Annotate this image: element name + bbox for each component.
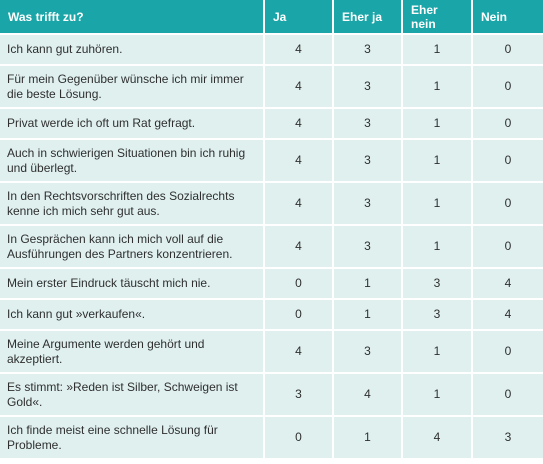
score-eher-ja: 3: [333, 225, 402, 268]
score-eher-ja: 3: [333, 182, 402, 225]
header-nein: Nein: [472, 0, 543, 34]
score-nein: 0: [472, 330, 543, 373]
score-eher-ja: 3: [333, 108, 402, 139]
statement-cell: Ich kann gut zuhören.: [0, 34, 264, 65]
score-ja: 4: [264, 108, 333, 139]
statement-cell: Meine Argumente werden gehört und akzeptiert.: [0, 330, 264, 373]
score-ja: 4: [264, 139, 333, 182]
score-eher-ja: 3: [333, 65, 402, 108]
score-eher-ja: 3: [333, 139, 402, 182]
score-eher-ja: 1: [333, 416, 402, 459]
statement-cell: In Gesprächen kann ich mich voll auf die Ausführungen des Partners konzentrieren.: [0, 225, 264, 268]
table-row: [0, 108, 543, 139]
table-row: [0, 182, 543, 225]
table-header-row: [0, 0, 543, 34]
header-statement: Was trifft zu?: [0, 0, 264, 34]
score-eher-nein: 1: [402, 330, 472, 373]
statement-cell: Mein erster Eindruck täuscht mich nie.: [0, 268, 264, 299]
score-eher-nein: 4: [402, 416, 472, 459]
score-eher-nein: 1: [402, 139, 472, 182]
score-eher-nein: 1: [402, 225, 472, 268]
statement-cell: In den Rechtsvorschriften des Sozialrechts kenne ich mich sehr gut aus.: [0, 182, 264, 225]
table-row: [0, 225, 543, 268]
statement-cell: Ich kann gut »verkaufen«.: [0, 299, 264, 330]
table-row: [0, 268, 543, 299]
score-ja: 0: [264, 416, 333, 459]
header-ja: Ja: [264, 0, 333, 34]
score-ja: 4: [264, 34, 333, 65]
score-nein: 0: [472, 108, 543, 139]
score-nein: 0: [472, 34, 543, 65]
table-row: [0, 373, 543, 416]
score-ja: 0: [264, 268, 333, 299]
score-nein: 4: [472, 299, 543, 330]
score-nein: 0: [472, 373, 543, 416]
table-row: [0, 330, 543, 373]
score-ja: 4: [264, 182, 333, 225]
table-row: [0, 65, 543, 108]
score-eher-ja: 3: [333, 330, 402, 373]
score-nein: 4: [472, 268, 543, 299]
table-row: [0, 299, 543, 330]
score-nein: 0: [472, 139, 543, 182]
score-nein: 0: [472, 182, 543, 225]
score-eher-nein: 1: [402, 34, 472, 65]
score-ja: 3: [264, 373, 333, 416]
score-eher-nein: 1: [402, 373, 472, 416]
statement-cell: Privat werde ich oft um Rat gefragt.: [0, 108, 264, 139]
statement-cell: Für mein Gegenüber wünsche ich mir immer die beste Lösung.: [0, 65, 264, 108]
score-eher-nein: 1: [402, 182, 472, 225]
table-row: [0, 139, 543, 182]
score-ja: 0: [264, 299, 333, 330]
score-eher-ja: 4: [333, 373, 402, 416]
score-eher-nein: 1: [402, 65, 472, 108]
score-nein: 0: [472, 225, 543, 268]
table-row: [0, 416, 543, 459]
score-eher-ja: 3: [333, 34, 402, 65]
statement-cell: Auch in schwierigen Situationen bin ich ruhig und überlegt.: [0, 139, 264, 182]
score-eher-nein: 3: [402, 299, 472, 330]
header-eher-ja: Eher ja: [333, 0, 402, 34]
table-row: [0, 34, 543, 65]
statement-cell: Ich finde meist eine schnelle Lösung für Probleme.: [0, 416, 264, 459]
score-eher-ja: 1: [333, 299, 402, 330]
score-ja: 4: [264, 225, 333, 268]
score-eher-nein: 3: [402, 268, 472, 299]
score-ja: 4: [264, 330, 333, 373]
statement-cell: Es stimmt: »Reden ist Silber, Schweigen ist Gold«.: [0, 373, 264, 416]
score-nein: 3: [472, 416, 543, 459]
score-ja: 4: [264, 65, 333, 108]
score-eher-ja: 1: [333, 268, 402, 299]
score-nein: 0: [472, 65, 543, 108]
header-eher-nein: Eher nein: [402, 0, 472, 34]
score-eher-nein: 1: [402, 108, 472, 139]
